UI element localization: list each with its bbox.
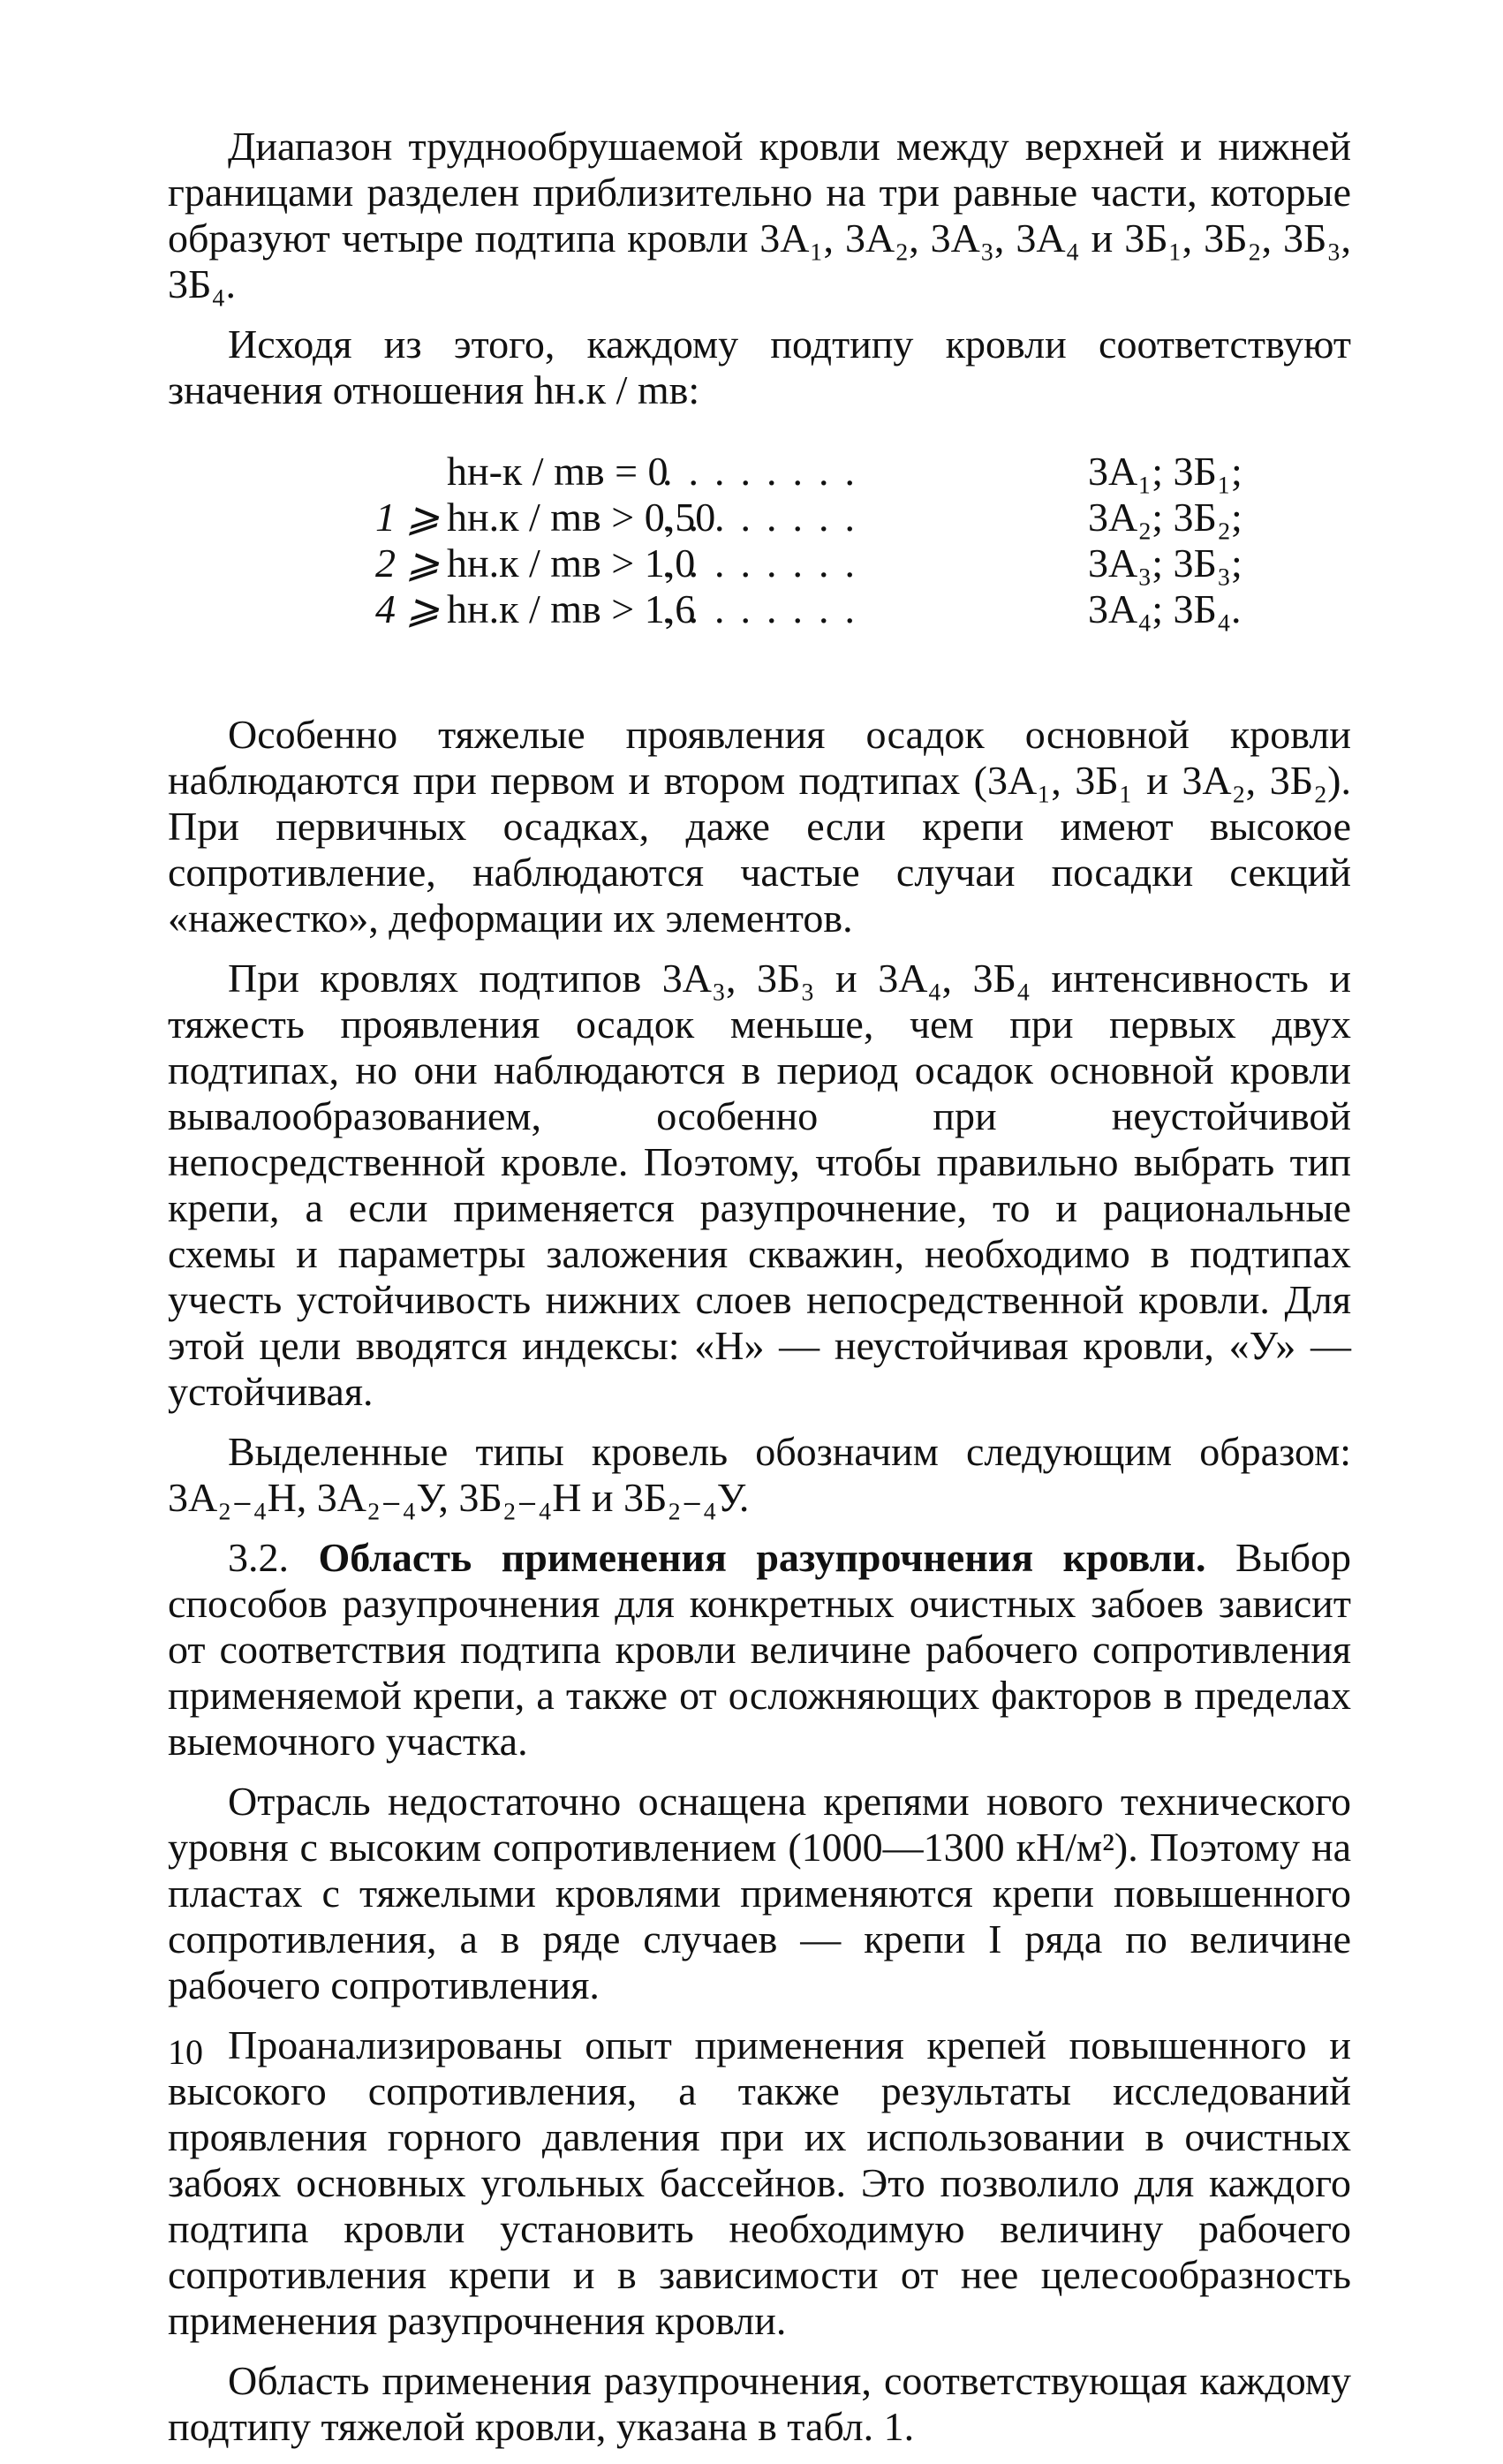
paragraph-analysis: Проанализированы опыт применения крепей повышенного и высокого сопротивления, а также результаты исследований проявления горного давления при их использовании в очистных забоях основных угольных бассейнов. Это позволило для каждого подтипа кровли установить необходимую величину рабочего сопротивления крепи и в зависимости от нее целесообразность применения разупрочнения кровли.: [168, 2022, 1351, 2343]
ratio-condition: hн-к / mв = 0: [447, 449, 668, 494]
section-paragraph: [168, 1535, 1351, 1765]
text-column: [168, 124, 1351, 2464]
ratio-lower-bound: 2 ⩾: [374, 540, 440, 586]
ratio-row: [168, 586, 1351, 632]
ratio-subtypes: 3А₃; 3Б₃;: [1088, 540, 1242, 586]
ratio-row: [168, 495, 1351, 540]
section-title: Область применения разупрочнения кровли.: [318, 1535, 1206, 1580]
ratio-row: [168, 540, 1351, 586]
ratio-lower-bound: 1 ⩾: [374, 495, 440, 540]
ratio-leader-dots: ........: [662, 586, 871, 631]
page-number: 10: [168, 2032, 203, 2072]
ratio-leader-dots: ........: [662, 540, 871, 586]
ratio-condition: hн.к / mв > 1,6: [447, 586, 696, 631]
ratio-leader-dots: ........: [662, 495, 871, 540]
paragraph-subtype-stability: При кровлях подтипов 3А₃, 3Б₃ и 3А₄, 3Б₄ интенсивность и тяжесть проявления осадок меньше, чем при первых двух подтипах, но они наблюдаются в период осадок основной кровли вывалообразованием, особенно при неустойчивой непосредственной кровле. Поэтому, чтобы правильно выбрать тип крепи, а если применяется разупрочнение, то и рациональные схемы и параметры заложения скважин, необходимо в подтипах учесть устойчивость нижних слоев непосредственной кровли. Для этой цели вводятся индексы: «Н» — неустойчивая кровли, «У» — устойчивая.: [168, 956, 1351, 1414]
paragraph-industry-equipment: Отрасль недостаточно оснащена крепями нового технического уровня с высоким сопротивлением (1000—1300 кН/м²). Поэтому на пластах с тяжелыми кровлями применяются крепи повышенного сопротивления, а в ряде случаев — крепи I ряда по величине рабочего сопротивления.: [168, 1779, 1351, 2007]
ratio-list: [168, 449, 1351, 632]
ratio-subtypes: 3А₁; 3Б₁;: [1088, 449, 1242, 494]
paragraph-heavy-settlement: Особенно тяжелые проявления осадок основной кровли наблюдаются при первом и втором подтипах (3А₁, 3Б₁ и 3А₂, 3Б₂). При первичных осадках, даже если крепи имеют высокое сопротивление, наблюдаются частые случаи посадки секций «нажестко», деформации их элементов.: [168, 712, 1351, 941]
ratio-condition: hн.к / mв > 1,0: [447, 540, 696, 586]
paragraph-table-reference: Область применения разупрочнения, соответствующая каждому подтипу тяжелой кровли, указана в табл. 1.: [168, 2358, 1351, 2449]
ratio-leader-dots: ........: [662, 449, 871, 494]
paragraph-subtypes-intro: Диапазон труднообрушаемой кровли между верхней и нижней границами разделен приблизительно на три равные части, которые образуют четыре подтипа кровли 3А₁, 3А₂, 3А₃, 3А₄ и 3Б₁, 3Б₂, 3Б₃, 3Б₄.: [168, 124, 1351, 306]
section-text: Выбор способов разупрочнения для конкретных очистных забоев зависит от соответствия подтипа кровли величине рабочего сопротивления применяемой крепи, а также от осложняющих факторов в пределах выемочного участка.: [168, 1535, 1352, 1764]
ratio-subtypes: 3А₄; 3Б₄.: [1088, 586, 1242, 631]
paragraph-roof-types: Выделенные типы кровель обозначим следующим образом: 3А₂₋₄Н, 3А₂₋₄У, 3Б₂₋₄Н и 3Б₂₋₄У.: [168, 1429, 1351, 1520]
paragraph-ratio-intro: Исходя из этого, каждому подтипу кровли соответствуют значения отношения hн.к / mв:: [168, 321, 1351, 412]
ratio-subtypes: 3А₂; 3Б₂;: [1088, 495, 1242, 540]
ratio-row: [168, 449, 1351, 495]
ratio-lower-bound: 4 ⩾: [374, 586, 440, 631]
ratio-condition: hн.к / mв > 0,50: [447, 495, 716, 540]
section-number: 3.2.: [228, 1535, 289, 1580]
